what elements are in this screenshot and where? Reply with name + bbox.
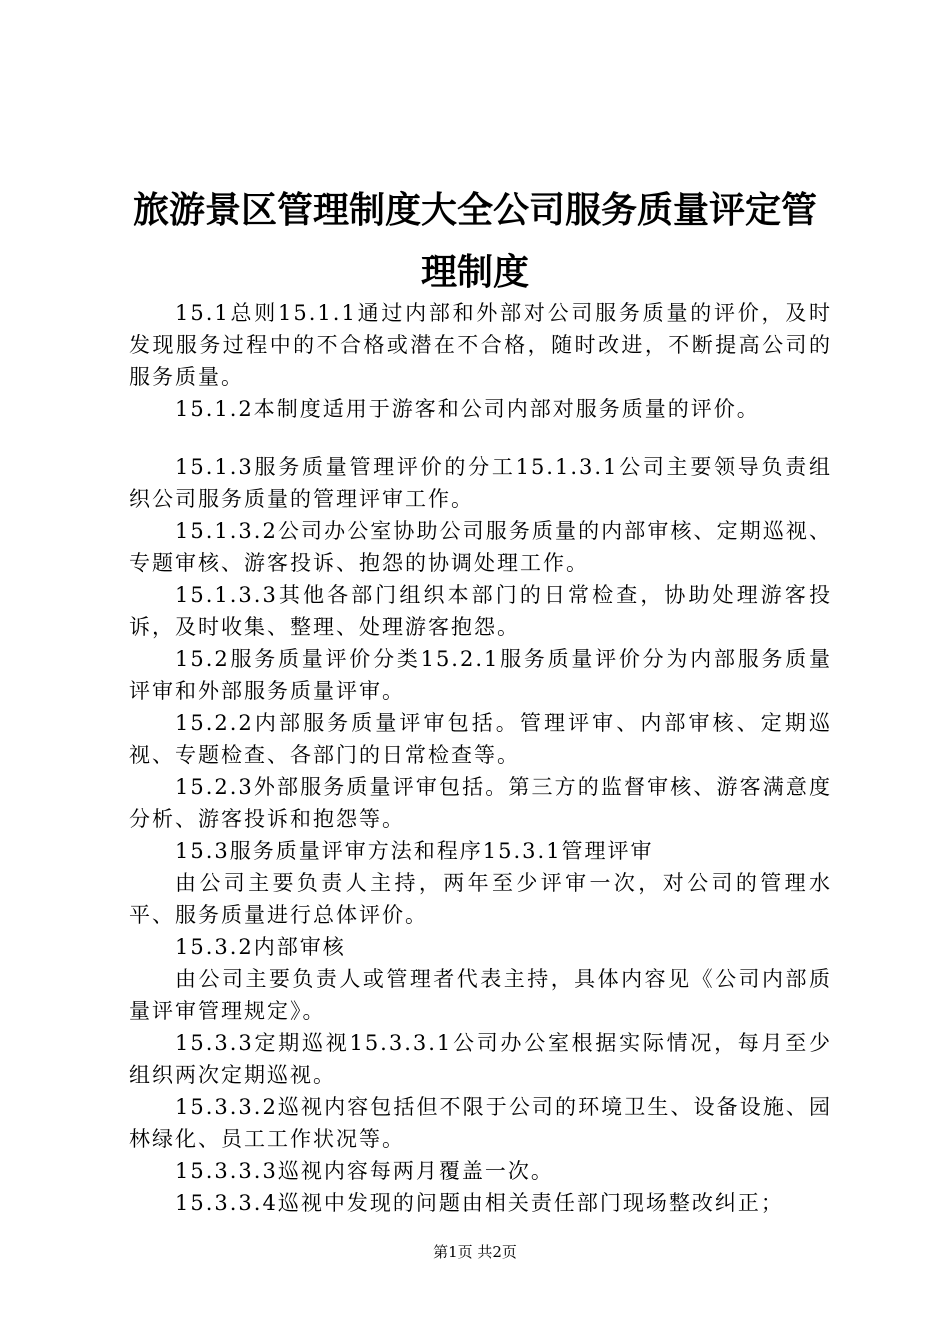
paragraph: 15.3服务质量评审方法和程序15.3.1管理评审 bbox=[175, 839, 654, 863]
paragraph: 15.1.2本制度适用于游客和公司内部对服务质量的评价。 bbox=[175, 397, 760, 421]
paragraph: 15.3.3.3巡视内容每两月覆盖一次。 bbox=[175, 1159, 554, 1183]
page-footer: 第1页 共2页 bbox=[433, 1243, 517, 1261]
paragraph: 15.1.3服务质量管理评价的分工15.1.3.1公司主要领导负责组织公司服务质量的管理评审工作。 bbox=[129, 455, 832, 511]
paragraph: 由公司主要负责人或管理者代表主持，具体内容见《公司内部质量评审管理规定》。 bbox=[129, 967, 832, 1023]
paragraph: 15.2服务质量评价分类15.2.1服务质量评价分为内部服务质量评审和外部服务质量评审。 bbox=[129, 647, 832, 703]
paragraph: 15.3.3.2巡视内容包括但不限于公司的环境卫生、设备设施、园林绿化、员工工作状况等。 bbox=[129, 1095, 832, 1151]
paragraph: 15.3.3.4巡视中发现的问题由相关责任部门现场整改纠正； bbox=[175, 1191, 784, 1215]
paragraph: 15.1总则15.1.1通过内部和外部对公司服务质量的评价，及时发现服务过程中的不合格或潜在不合格，随时改进，不断提高公司的服务质量。 bbox=[129, 301, 832, 389]
paragraph: 15.2.3外部服务质量评审包括。第三方的监督审核、游客满意度分析、游客投诉和抱怨等。 bbox=[129, 775, 832, 831]
paragraph: 15.2.2内部服务质量评审包括。管理评审、内部审核、定期巡视、专题检查、各部门的日常检查等。 bbox=[129, 711, 832, 767]
document-body bbox=[129, 297, 832, 1219]
paragraph: 由公司主要负责人主持，两年至少评审一次，对公司的管理水平、服务质量进行总体评价。 bbox=[129, 871, 832, 927]
paragraph: 15.1.3.3其他各部门组织本部门的日常检查，协助处理游客投诉，及时收集、整理、处理游客抱怨。 bbox=[129, 583, 832, 639]
paragraph: 15.3.3定期巡视15.3.3.1公司办公室根据实际情况，每月至少组织两次定期巡视。 bbox=[129, 1031, 832, 1087]
paragraph: 15.1.3.2公司办公室协助公司服务质量的内部审核、定期巡视、专题审核、游客投诉、抱怨的协调处理工作。 bbox=[129, 519, 832, 575]
document-title: 旅游景区管理制度大全公司服务质量评定管理制度 bbox=[132, 190, 817, 293]
paragraph: 15.3.2内部审核 bbox=[175, 935, 346, 959]
